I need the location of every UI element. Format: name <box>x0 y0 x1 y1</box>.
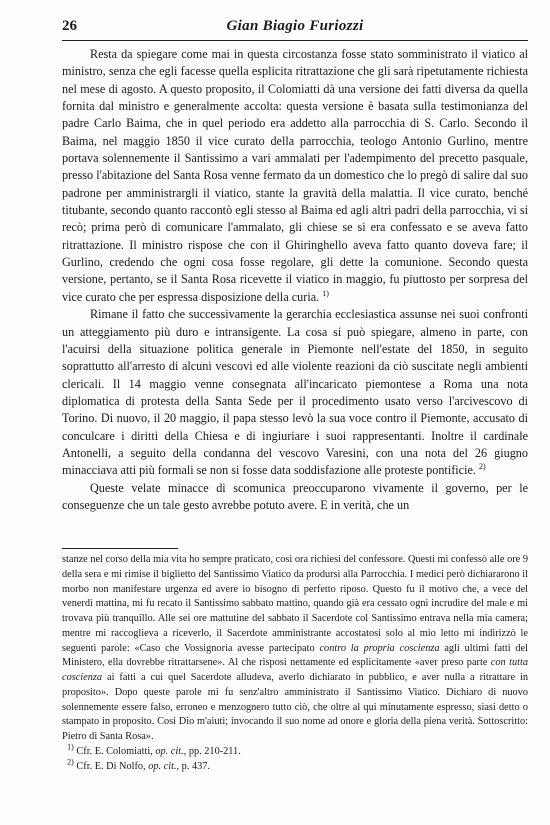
footnote-ref-1: 1) <box>322 288 329 298</box>
main-text <box>62 46 528 514</box>
page-number: 26 <box>62 18 77 34</box>
footnote-continuation-text-b: agli ultimi fatti del Ministero, ella dovrebbe ritrattarsene». Al che risposi nettamente ed esplicitamente «aver preso parte <box>62 642 528 669</box>
footnote-2-author: Cfr. E. Di Nolfo, <box>76 760 146 772</box>
paragraph-1-text: Resta da spiegare come mai in questa circostanza fosse stato somministrato il viatico al ministro, senza che egli facesse quella esplicita ritrattazione che gli sarà ripetutamente richiesta nel mese di agosto. A questo proposito, il Colomiatti dà una versione dei fatti diversa da quella fornita dal ministro e generalmente accolta: questa versione è basata sulla testimonianza del padre Carlo Baima, che in quel periodo era addetto alla parrocchia di S. Carlo. Secondo il Baima, nel maggio 1850 il vice curato della parrocchia, teologo Antonio Gurlino, mentre portava solennemente il Santissimo a vari ammalati per l'adempimento del precetto pasquale, presso l'abitazione del Santa Rosa venne fermato da un domestico che lo pregò di salire dal suo padrone per amministrargli il viatico, stante la gravità della malattia. Il vice curato, benché titubante, secondo quanto raccontò egli stesso al Baima ed agli altri padri della parrocchia, vi si recò; prima però di comunicare l'ammalato, gli chiese se si era confessato e se aveva fatto ritrattazione. Il ministro rispose che con il Ghiringhello aveva fatto quanto doveva fare; il Gurlino, credendo che ogni cosa fosse regolare, gli dette la comunione. Secondo questa versione, pertanto, se il Santa Rosa ricevette il viatico in maggio, fu piuttosto per sorpresa del vice curato che per espressa disposizione della curia. <box>62 47 528 304</box>
footnote-1-ref: op. cit., <box>155 745 187 757</box>
footnote-2 <box>62 757 528 775</box>
page-header <box>62 16 528 41</box>
footnote-2-ref: op. cit., <box>148 760 180 772</box>
footnote-1-number: 1) <box>67 742 74 752</box>
footnote-continuation <box>62 553 528 745</box>
footnote-quote-b: con tutta coscienza <box>62 657 528 683</box>
footnote-1 <box>62 742 528 760</box>
footnote-ref-2: 2) <box>478 462 486 472</box>
footnote-1-pages: pp. 210-211. <box>188 745 241 757</box>
footnote-2-number: 2) <box>67 757 74 767</box>
paragraph-2 <box>62 306 528 479</box>
paragraph-2-text: Rimane il fatto che successivamente la gerarchia ecclesiastica assunse nei suoi confronti un atteggiamento più duro e intransigente. La cosa si può spiegare, almeno in parte, con l'acuirsi della situazione politica generale in Piemonte nell'estate del 1850, in seguito soprattutto all'arresto di alcuni vescovi ed alle violente reazioni da ciò suscitate negli ambienti clericali. Il 14 maggio venne consegnata all'incaricato piemontese a Roma una nota diplomatica di protesta della Santa Sede per il procedimento usato verso l'arcivescovo di Torino. Di nuovo, il 20 maggio, il papa stesso levò la sua voce contro il Piemonte, accusato di conculcare i diritti della Chiesa e di ingiuriare i suoi rappresentanti. Inoltre il cardinale Antonelli, a seguito della condanna del vescovo Varesini, con una nota del 26 giugno minacciava atti più formali se non si fosse data soddisfazione alle proteste pontificie. <box>62 307 528 478</box>
footnote-continuation-text-a: stanze nel corso della mia vita ho sempre praticato, così ora richiesi del confessore. Questi mi confessò alle ore 9 della sera e mi rimise il biglietto del Santissimo Viatico da prodursi alla Parrocchia. I medici però dichiararono il morbo non manifestare urgenza ed avere io bisogno di perfetto riposo. Questo fu il motivo che, a vece del venerdì mattina, mi fu recato il Santissimo sabbato mattino, quando già era cessato ogni incrudire del male e mi trovava più tranquillo. Alle sei ore mattutine del sabbato il Sacerdote col Santissimo entrava nella mia camera; mentre mi raccoglieva a riceverlo, il Sacerdote amministrante accostatosi solo al mio letto mi indirizzò le seguenti parole: «Caso che Vossignoria avesse partecipato <box>62 554 528 654</box>
footnotes <box>62 553 528 774</box>
footnote-1-author: Cfr. E. Colomiatti, <box>76 745 153 757</box>
footnote-continuation-text-c: ai fatti a cui quel Sacerdote alludeva, averlo dichiarato in pubblico, e aver nulla a ritrattare in proposito». Dopo queste parole mi fu senz'altro amministrato il Santissimo Viatico. Dichiaro di nuovo solennemente essere falso, erroneo e menzognero tutto ciò, che oltre al qui minutamente espresso, siasi detto o stampato in proposito. Così Dio m'aiuti; invocando il suo nome ad onore e gloria della piena verità. Sottoscritto: Pietro di Santa Rosa». <box>62 672 528 742</box>
paragraph-3 <box>62 480 528 515</box>
footnote-rule <box>62 548 178 549</box>
footnote-2-pages: p. 437. <box>181 760 210 772</box>
paragraph-1 <box>62 46 528 306</box>
running-head: Gian Biagio Furiozzi <box>226 18 364 34</box>
footnote-quote-a: contro la propria coscienza <box>319 642 440 654</box>
paragraph-3-text: Queste velate minacce di scomunica preoccuparono vivamente il governo, per le conseguenze che un tale gesto avrebbe potuto avere. E in verità, che un <box>62 480 528 512</box>
